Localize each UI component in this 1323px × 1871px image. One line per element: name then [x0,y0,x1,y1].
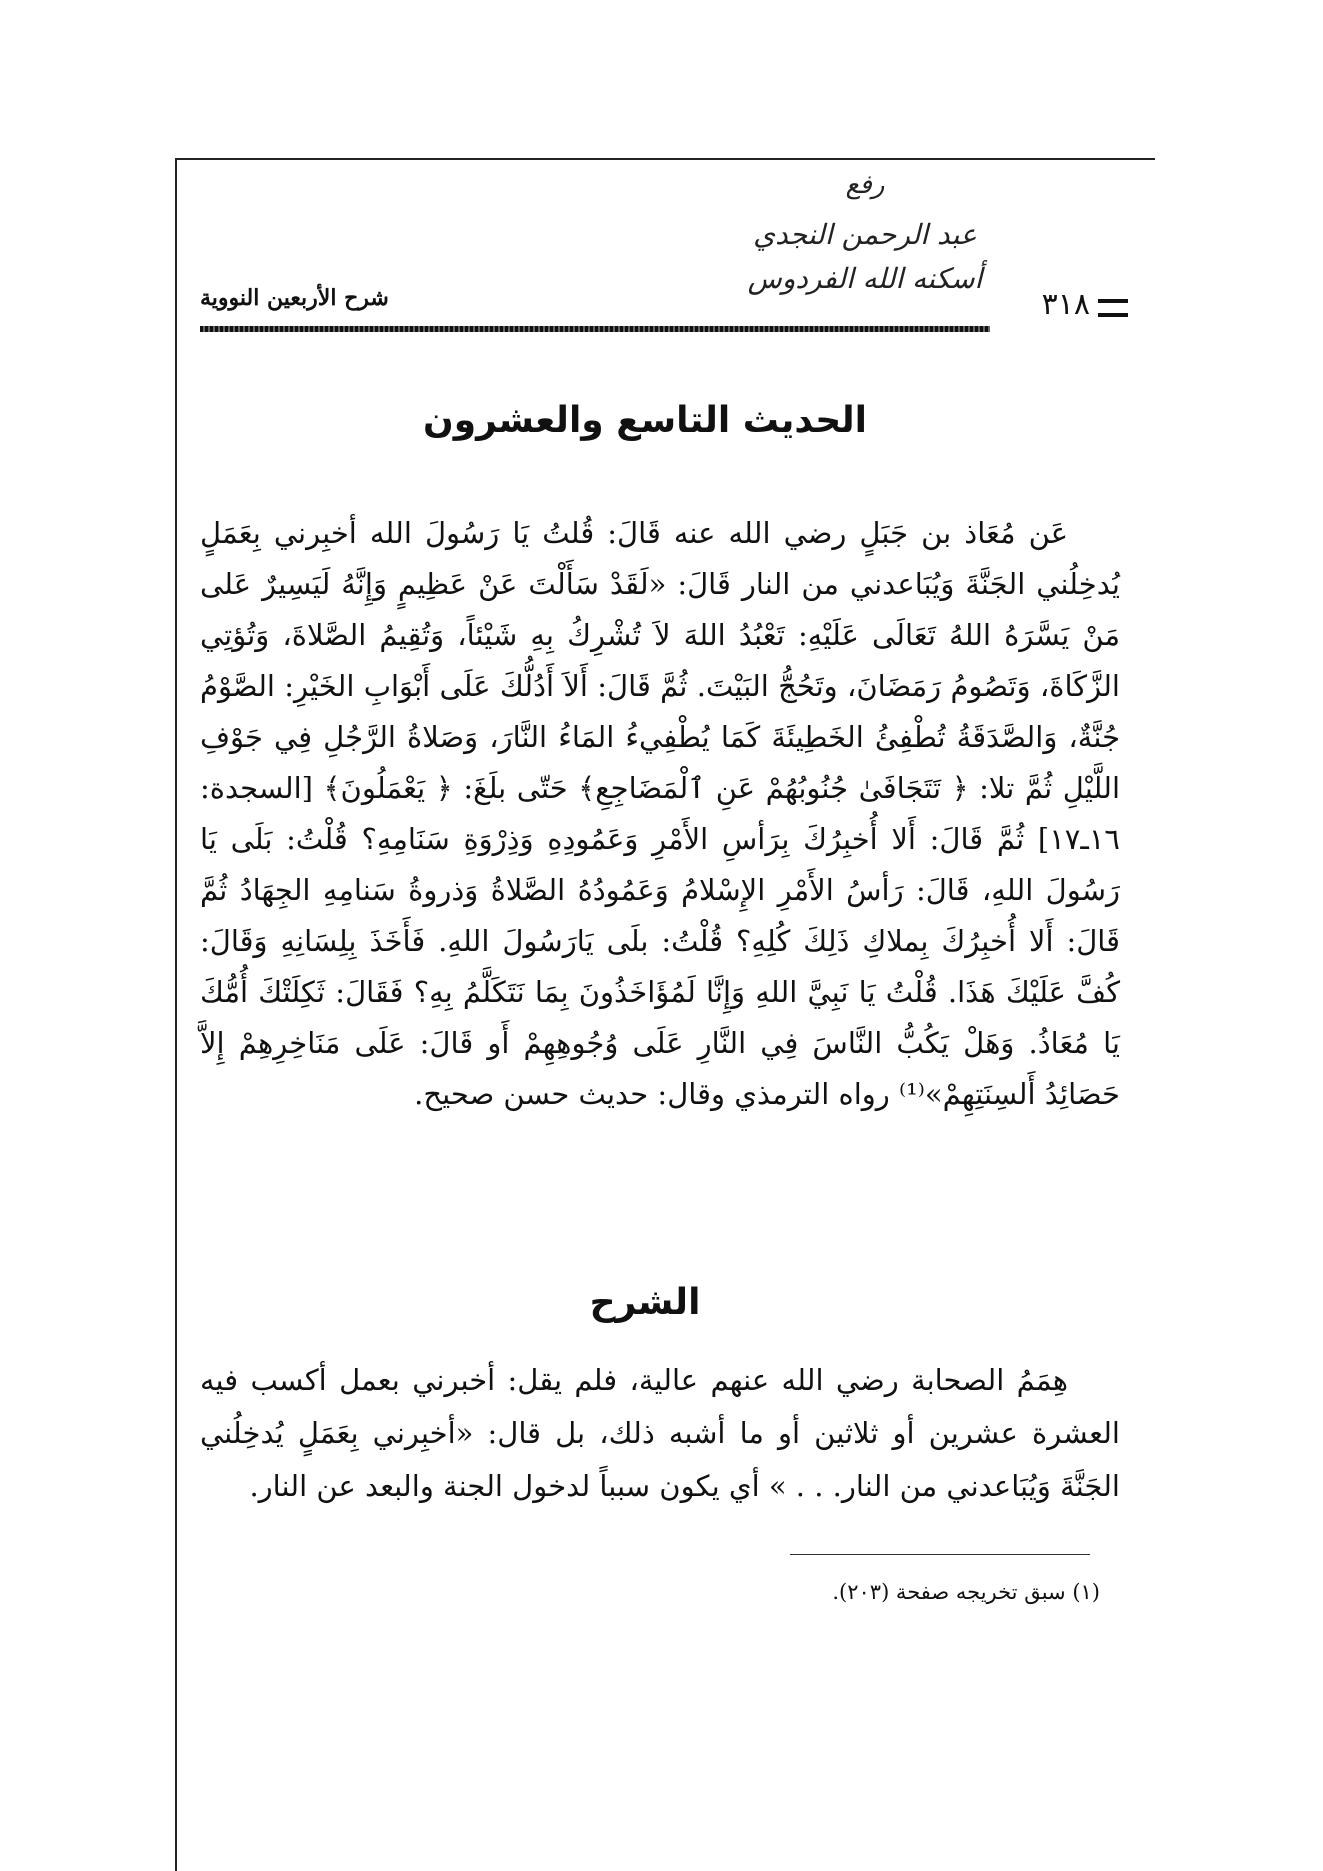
sharh-title: الشرح [589,1282,701,1323]
sharh-body [200,1354,1120,1513]
stamp-line-3: أسكنه الله الفردوس [747,262,983,295]
page-number: ٣١٨ [1041,287,1090,322]
page-number-ornament [1098,299,1128,317]
page-frame-left-rule [175,158,177,1871]
footnote-separator [790,1554,1090,1555]
hadith-paragraph: عَن مُعَاذ بن جَبَلٍ رضي الله عنه قَالَ: قُلتُ يَا رَسُولَ الله أخبِرني بِعَمَلٍ يُدخِلُني الجَنَّةَ وَيُبَاعدني من النار قَالَ: «لَقَدْ سَأَلْتَ عَنْ عَظِيمٍ وَإِنَّهُ لَيَسِيرٌ عَلى مَنْ يَسَّرَهُ اللهُ تَعَالَى عَلَيْهِ: تَعْبُدُ اللهَ لاَ تُشْرِكُ بِهِ شَيْئاً، وَتُقِيمُ الصَّلاةَ، وَتُؤتِي الزَّكَاةَ، وَتَصُومُ رَمَضَانَ، وتَحُجُّ البَيْتَ. ثُمَّ قَالَ: أَلاَ أَدُلُّكَ عَلَى أَبْوَابِ الخَيْرِ: الصَّوْمُ جُنَّةٌ، وَالصَّدَقَةُ تُطْفِئُ الخَطِيئَةَ كَمَا يُطْفِيءُ المَاءُ النَّارَ، وَصَلاةُ الرَّجُلِ فِي جَوْفِ اللَّيْلِ ثُمَّ تلا: ﴿ تَتَجَافَىٰ جُنُوبُهُمْ عَنِ ٱلْمَضَاجِعِ﴾ حَتّى بلَغَ: ﴿ يَعْمَلُونَ﴾ [السجدة: ١٦ـ١٧] ثُمَّ قَالَ: أَلا أُخبِرُكَ بِرَأسِ الأَمْرِ وَعَمُودِهِ وَذِرْوَةِ سَنَامِهِ؟ قُلْتُ: بَلَى يَا رَسُولَ اللهِ، قَالَ: رَأسُ الأَمْرِ الإِسْلامُ وَعَمُودُهُ الصَّلاةُ وَذروةُ سَنامِهِ الجِهَادُ ثُمَّ قَالَ: أَلا أُخبِرُكَ بِملاكِ ذَلِكَ كُلِهِ؟ قُلْتُ: بلَى يَارَسُولَ اللهِ. فَأَخَذَ بِلِسَانِهِ وَقَالَ: كُفَّ عَلَيْكَ هَذَا. قُلْتُ يَا نَبِيَّ اللهِ وَإِنَّا لَمُؤَاخَذُونَ بِمَا نَتَكَلَّمُ بِهِ؟ فَقَالَ: ثَكِلَتْكَ أُمُّكَ يَا مُعَاذُ. وَهَلْ يَكُبُّ النَّاسَ فِي النَّارِ عَلَى وُجُوهِهِمْ أَو قَالَ: عَلَى مَنَاخِرِهِمْ إِلاَّ حَصَائِدُ أَلسِنَتِهِمْ»⁽¹⁾ رواه الترمذي وقال: حديث حسن صحيح. [200,516,1121,1111]
stamp-line-1: رفع [845,170,885,200]
sharh-paragraph: هِمَمُ الصحابة رضي الله عنهم عالية، فلم يقل: أخبرني بعمل أكسب فيه العشرة عشرين أو ثلاثين أو ما أشبه ذلك، بل قال: «أخبِرني بِعَمَلٍ يُدخِلُني الجَنَّةَ وَيُبَاعدني من النار. . . » أي يكون سبباً لدخول الجنة والبعد عن النار. [200,1363,1120,1503]
footnote: (١) سبق تخريجه صفحة (٢٠٣). [832,1580,1100,1604]
stamp-line-2: عبد الرحمن النجدي [753,218,977,251]
running-title: شرح الأربعين النووية [200,285,389,311]
page-frame-top-rule [175,158,1155,160]
page-header [200,285,1090,325]
hadith-body [200,508,1120,1120]
header-rule [200,326,990,332]
hadith-title: الحديث التاسع والعشرون [422,400,868,441]
